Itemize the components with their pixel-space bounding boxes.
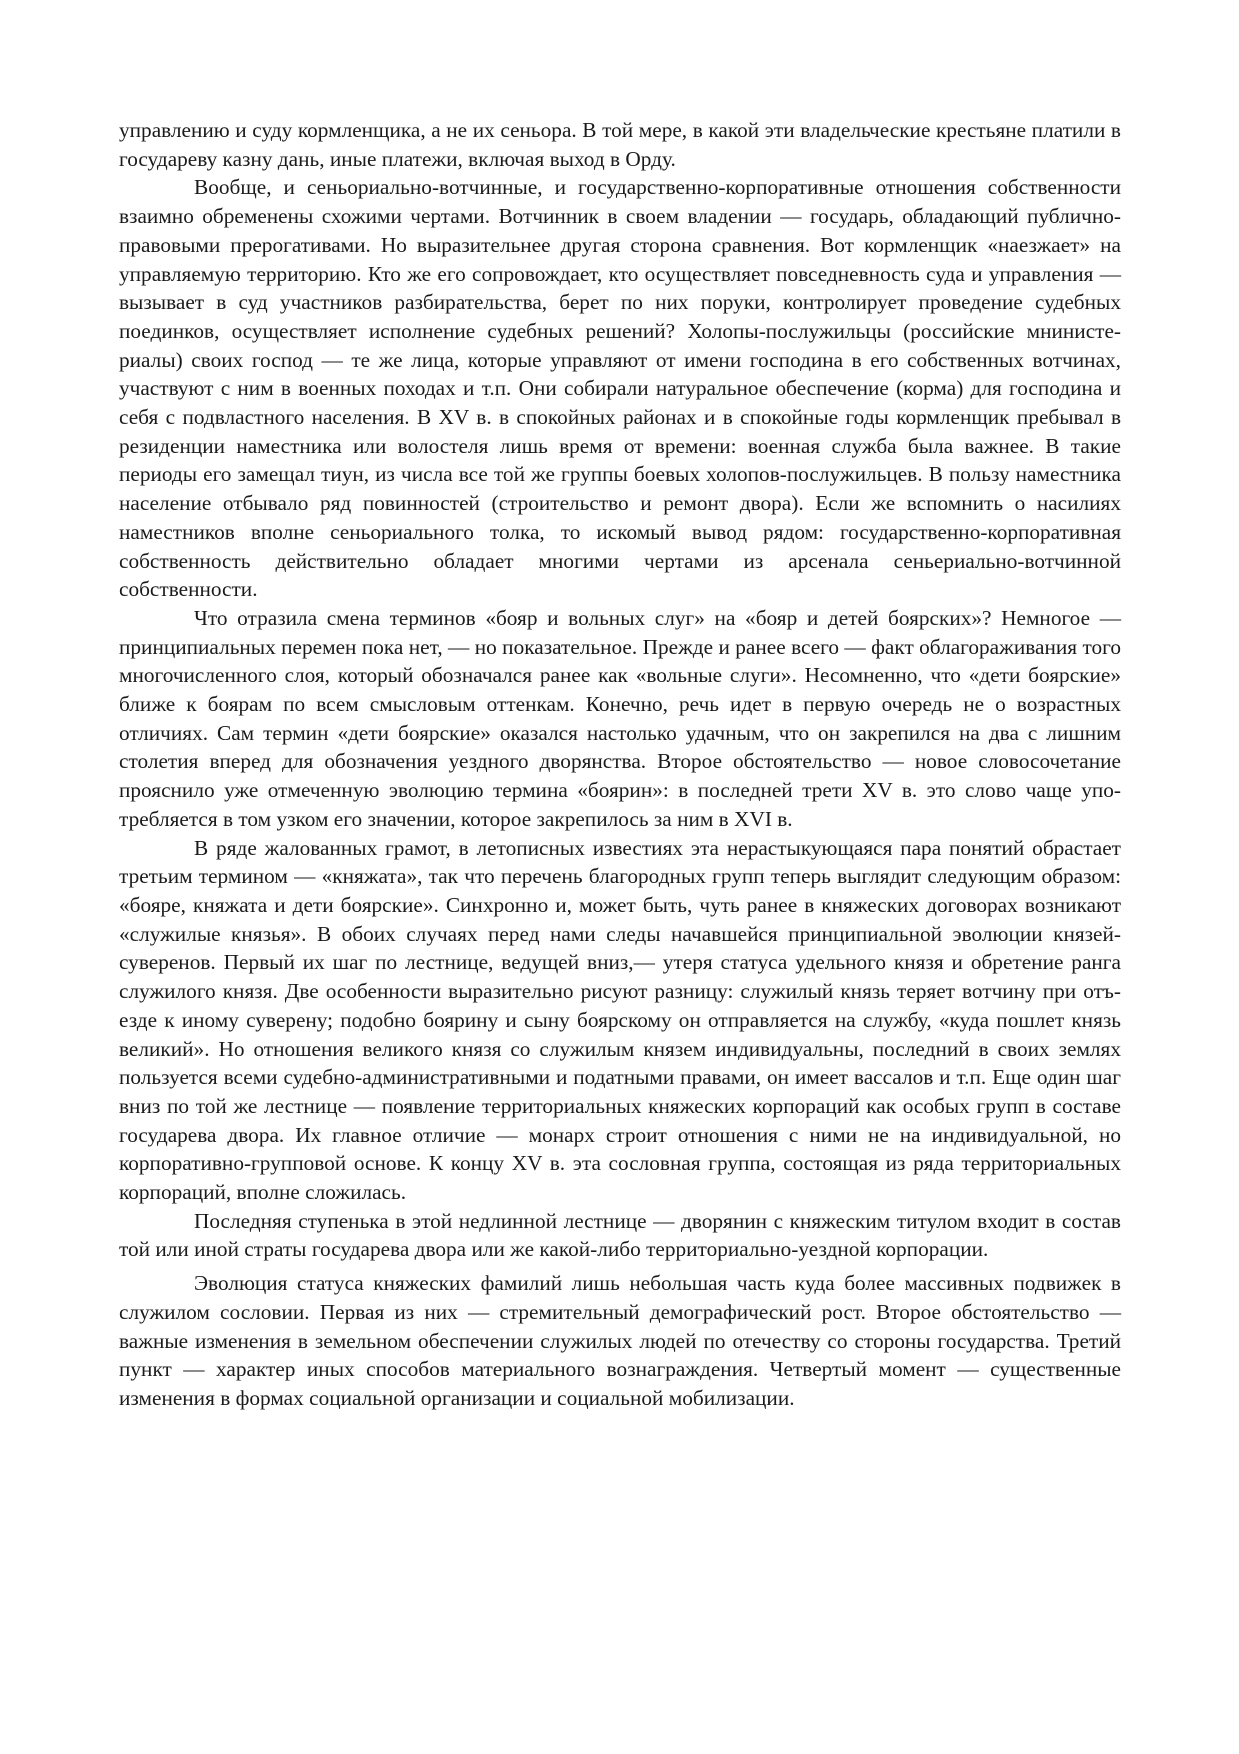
paragraph-3: Что отразила смена терминов «бояр и вольных слуг» на «бояр и детей боярских»? Немногое — принципиальных перемен пока нет, — но показательное. Прежде и ранее всего — факт облагораживания того многочисленного слоя, который обозначался ранее как «вольные слуги». Несомненно, что «дети боярские» ближе к боярам по всем смысловым оттенкам. Конечно, речь идет в первую очередь не о возрастных отличиях. Сам термин «дети боярские» оказался настолько удачным, что он закрепился на два с лишним столетия вперед для обозначения уездного дворянства. Второе обстоятельство — новое словосочетание прояснило уже отмеченную эволюцию термина «боярин»: в последней трети XV в. это слово чаще употребляется в том узком его значении, которое закрепилось за ним в XVI в.: [119, 605, 1121, 831]
paragraph-1: управлению и суду кормленщика, а не их сеньора. В той мере, в какой эти владельческие крестьяне платили в государеву казну дань, иные платежи, включая выход в Орду.: [119, 118, 1121, 171]
paragraph-4: В ряде жалованных грамот, в летописных известиях эта нерастыкующаяся пара понятий обрастает третьим термином — «княжата», так что перечень благородных групп теперь выглядит следующим образом: «бояре, княжата и дети боярские». Синхронно и, может быть, чуть ранее в княжеских договорах возникают «служилые князья». В обоих случаях перед нами следы начавшейся принципиальной эволюции князей-суверенов. Первый их шаг по лестнице, ведущей вниз,— утеря статуса удельного князя и обретение ранга служилого князя. Две особенности выразительно рисуют разницу: служилый князь теряет вотчину при отъезде к иному суверену; подобно боярину и сыну боярскому он отправляется на службу, «куда пошлет князь великий». Но отношения великого князя со служилым князем индивидуальны, последний в своих землях пользуется всеми судебно-административными и податными правами, он имеет вассалов и т.п. Еще один шаг вниз по той же лестнице — появление территориальных княжеских корпораций как особых групп в составе государева двора. Их главное отличие — монарх строит отношения с ними не на индивидуальной, но корпоративно-групповой основе. К концу XV в. эта сословная группа, состоящая из ряда территориальных корпораций, вполне сложилась.: [119, 835, 1121, 1205]
paragraph-5: Последняя ступенька в этой недлинной лестнице — дворянин с княжеским титулом входит в состав той или иной страты государева двора или же какой-либо территориально-уездной корпорации.: [119, 1208, 1121, 1262]
paragraph-6: Эволюция статуса княжеских фамилий лишь небольшая часть куда более массивных подвижек в служилом сословии. Первая из них — стремительный демографический рост. Второе обстоятельство — важные изменения в земельном обеспечении служилых людей по отечеству со стороны государства. Третий пункт — характер иных способов материального вознаграждения. Четвертый момент — существенные изменения в формах социальной организации и социальной мобилизации.: [119, 1271, 1121, 1410]
document-page: [119, 116, 1121, 1413]
paragraph-2: Вообще, и сеньориально-вотчинные, и государственно-корпоративные отношения собственности взаимно обременены схожими чертами. Вотчинник в своем владении — государь, обладающий публично-правовыми прерогативами. Но выразительнее другая сторона сравнения. Вот кормленщик «наезжает» на управляемую территорию. Кто же его сопровождает, кто осуществляет повседневность суда и управления — вызывает в суд участников разбирательства, берет по них поруки, контролирует проведение судебных поединков, осуществляет исполнение судебных решений? Холопы-послужильцы (российские мнинистериалы) своих господ — те же лица, которые управляют от имени господина в его собственных вотчинах, участвуют с ним в военных походах и т.п. Они собирали натуральное обеспечение (корма) для господина и себя с подвластного населения. В XV в. в спокойных районах и в спокойные годы кормленщик пребывал в резиденции наместника или волостеля лишь время от времени: военная служба была важнее. В такие периоды его замещал тиун, из числа все той же группы боевых холопов-послужильцев. В пользу наместника население отбывало ряд повинностей (строительство и ремонт двора). Если же вспомнить о насилиях наместников вполне сеньориального толка, то искомый вывод рядом: государственно-корпоративная собственность действительно обладает многими чертами из арсенала сеньериально-вотчинной собственности.: [119, 175, 1121, 602]
